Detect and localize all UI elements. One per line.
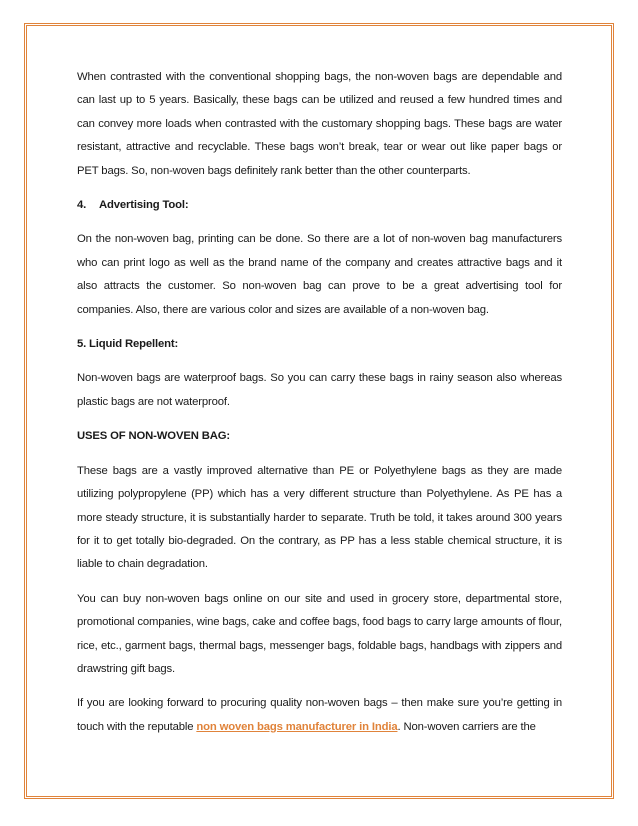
- heading-label: Liquid Repellent:: [89, 338, 179, 351]
- heading-advertising-tool: [77, 194, 562, 217]
- paragraph-uses-pp: These bags are a vastly improved alternative than PE or Polyethylene bags as they are made utilizing polypropylene (PP) which has a very different structure than Polyethylene. As PE has a more steady structure, it is substantially harder to separate. Truth be told, it takes around 300 years for it to get totally bio-degraded. On the contrary, as PP has a less stable chemical structure, it is liable to chain degradation.: [77, 464, 562, 571]
- heading-label: Advertising Tool:: [99, 199, 189, 212]
- heading-liquid-repellent: [77, 333, 562, 356]
- closing-text-before-link: If you are looking forward to procuring quality non-woven bags – then make sure you’re getting in touch with the reputable: [77, 697, 562, 733]
- paragraph-advertising: On the non-woven bag, printing can be done. So there are a lot of non-woven bag manufacturers who can print logo as well as the brand name of the company and creates attractive bags and it also attracts the customer. So non-woven bag can prove to be a great advertising tool for companies. Also, there are various color and sizes are available of a non-woven bag.: [77, 233, 562, 316]
- paragraph-uses-buy: You can buy non-woven bags online on our site and used in grocery store, departmental store, promotional companies, wine bags, cake and coffee bags, food bags to carry large amounts of flour, rice, etc., garment bags, thermal bags, messenger bags, foldable bags, handbags with zippers and drawstring gift bags.: [77, 592, 562, 675]
- heading-number: 5.: [77, 338, 87, 351]
- manufacturer-link[interactable]: non woven bags manufacturer in India: [196, 720, 398, 733]
- paragraph-closing: [77, 692, 562, 739]
- heading-uses: USES OF NON-WOVEN BAG:: [77, 430, 230, 443]
- paragraph-durability: When contrasted with the conventional shopping bags, the non-woven bags are dependable and can last up to 5 years. Basically, these bags can be utilized and reused a few hundred times and can convey more loads when contrasted with the customary shopping bags. These bags are water resistant, attractive and recyclable. These bags won’t break, tear or wear out like paper bags or PET bags. So, non-woven bags definitely rank better than the other counterparts.: [77, 71, 562, 177]
- paragraph-liquid: Non-woven bags are waterproof bags. So you can carry these bags in rainy season also whereas plastic bags are not waterproof.: [77, 372, 562, 408]
- closing-text-after-link: . Non-woven carriers are the: [397, 720, 536, 733]
- heading-number: 4.: [77, 199, 87, 212]
- document-body: [77, 66, 562, 750]
